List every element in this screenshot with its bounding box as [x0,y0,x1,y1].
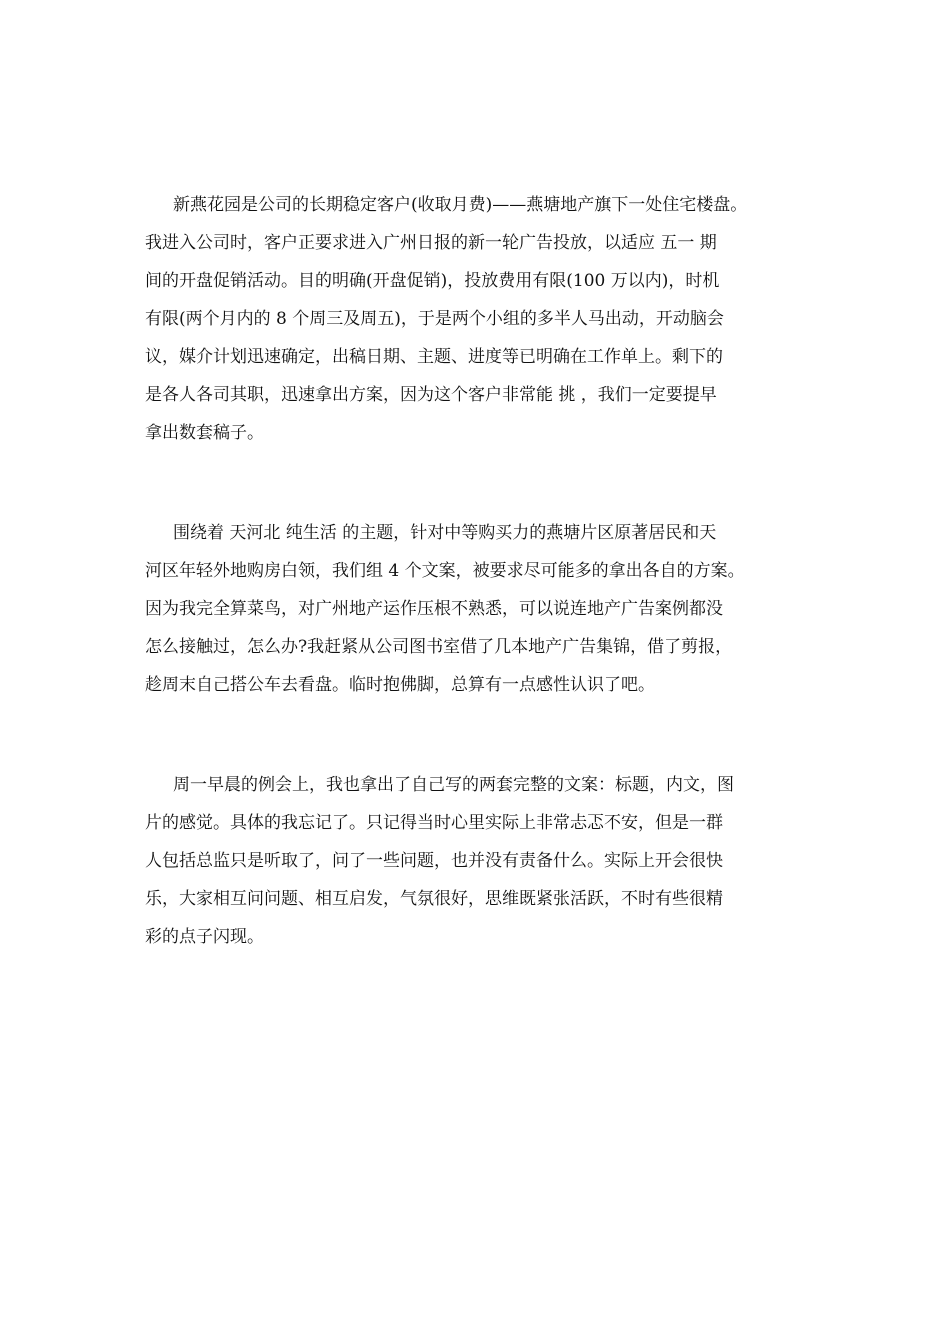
text-line: 怎么接触过，怎么办?我赶紧从公司图书室借了几本地产广告集锦，借了剪报， [145,637,733,657]
text-line: 河区年轻外地购房白领，我们组 4 个文案，被要求尽可能多的拿出各自的方案。 [145,561,745,581]
text-line: 彩的点子闪现。 [145,927,264,947]
text-line: 我进入公司时，客户正要求进入广州日报的新一轮广告投放，以适应 五一 期 [145,233,717,253]
text-line: 片的感觉。具体的我忘记了。只记得当时心里实际上非常忐忑不安，但是一群 [145,813,723,833]
text-line: 议，媒介计划迅速确定，出稿日期、主题、进度等已明确在工作单上。剩下的 [145,347,723,367]
text-line: 人包括总监只是听取了，问了一些问题，也并没有责备什么。实际上开会很快 [145,851,723,871]
text-line: 围绕着 天河北 纯生活 的主题，针对中等购买力的燕塘片区原著居民和天 [173,523,717,543]
text-line: 因为我完全算菜鸟，对广州地产运作压根不熟悉，可以说连地产广告案例都没 [145,599,723,619]
text-line: 新燕花园是公司的长期稳定客户(收取月费)——燕塘地产旗下一处住宅楼盘。 [173,195,748,215]
text-line: 乐，大家相互问问题、相互启发，气氛很好，思维既紧张活跃，不时有些很精 [145,889,723,909]
text-line: 是各人各司其职，迅速拿出方案，因为这个客户非常能 挑 ，我们一定要提早 [145,385,717,405]
text-line: 周一早晨的例会上，我也拿出了自己写的两套完整的文案：标题，内文，图 [173,775,734,795]
text-line: 拿出数套稿子。 [145,423,264,443]
text-line: 有限(两个月内的 8 个周三及周五)，于是两个小组的多半人马出动，开动脑会 [145,309,724,329]
text-line: 趁周末自己搭公车去看盘。临时抱佛脚，总算有一点感性认识了吧。 [145,675,655,695]
text-line: 间的开盘促销活动。目的明确(开盘促销)，投放费用有限(100 万以内)，时机 [145,271,720,291]
